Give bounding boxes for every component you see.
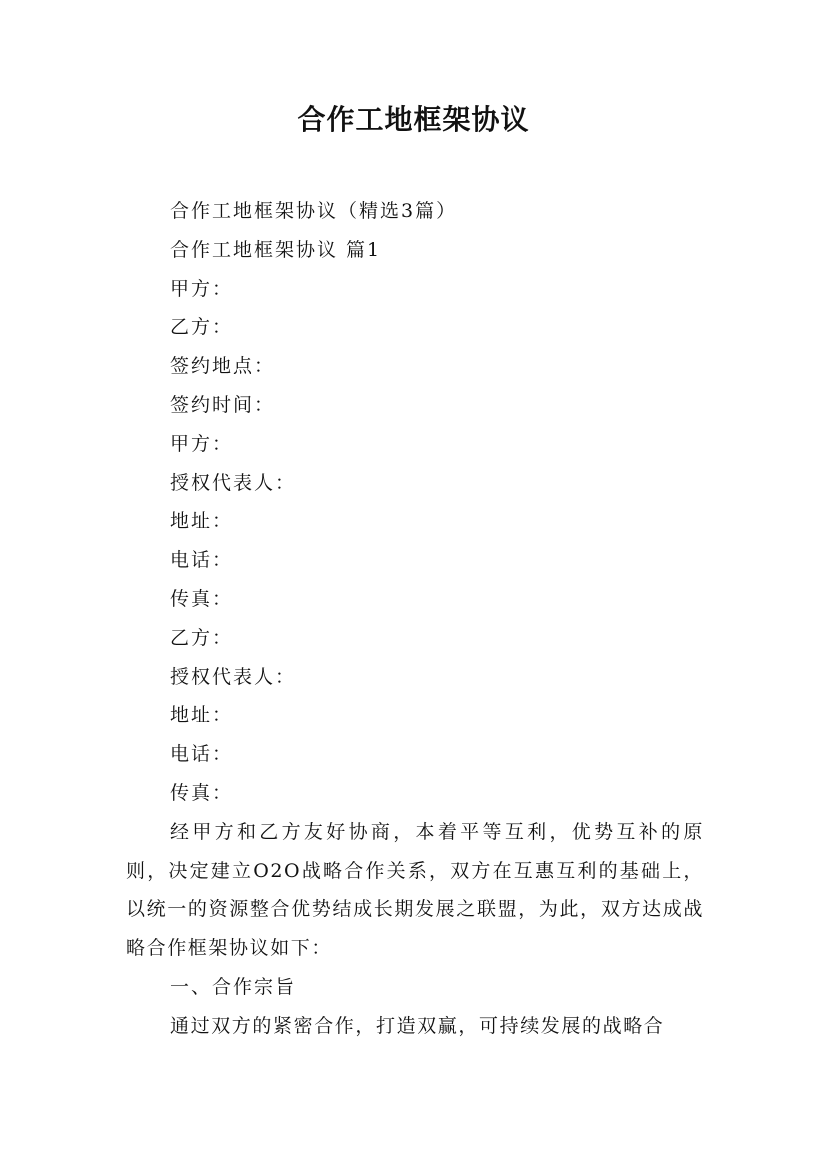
party-b-label: 乙方：: [170, 316, 234, 339]
chapter-heading: 合作工地框架协议 篇1: [170, 238, 382, 261]
party-b-address-label: 地址：: [170, 704, 234, 727]
party-b-representative-label: 授权代表人：: [170, 665, 297, 688]
signing-place-label: 签约地点：: [170, 355, 276, 378]
intro-paragraph: 经甲方和乙方友好协商，本着平等互利，优势互补的原则，决定建立O2O战略合作关系，双方在互惠互利的基础上，以统一的资源整合优势结成长期发展之联盟，为此，双方达成战略合作框架协议如下：: [126, 820, 704, 959]
party-a-address-label: 地址：: [170, 510, 234, 533]
party-b-phone-label: 电话：: [170, 743, 234, 766]
subtitle-line: 合作工地框架协议（精选3篇）: [170, 200, 458, 222]
section-heading: 一、合作宗旨: [170, 976, 297, 998]
section-paragraph: 通过双方的紧密合作，打造双赢，可持续发展的战略合: [170, 1014, 665, 1037]
party-a-fax-label: 传真：: [170, 588, 234, 610]
document-title: 合作工地框架协议: [297, 103, 530, 136]
signing-time-label: 签约时间：: [170, 394, 276, 416]
party-a-label: 甲方：: [170, 277, 234, 300]
party-a-representative-label: 授权代表人：: [170, 471, 297, 494]
party-b-fax-label: 传真：: [170, 782, 234, 804]
party-a-phone-label: 电话：: [170, 549, 234, 572]
party-a-section-label: 甲方：: [170, 432, 234, 455]
party-b-section-label: 乙方：: [170, 626, 234, 649]
